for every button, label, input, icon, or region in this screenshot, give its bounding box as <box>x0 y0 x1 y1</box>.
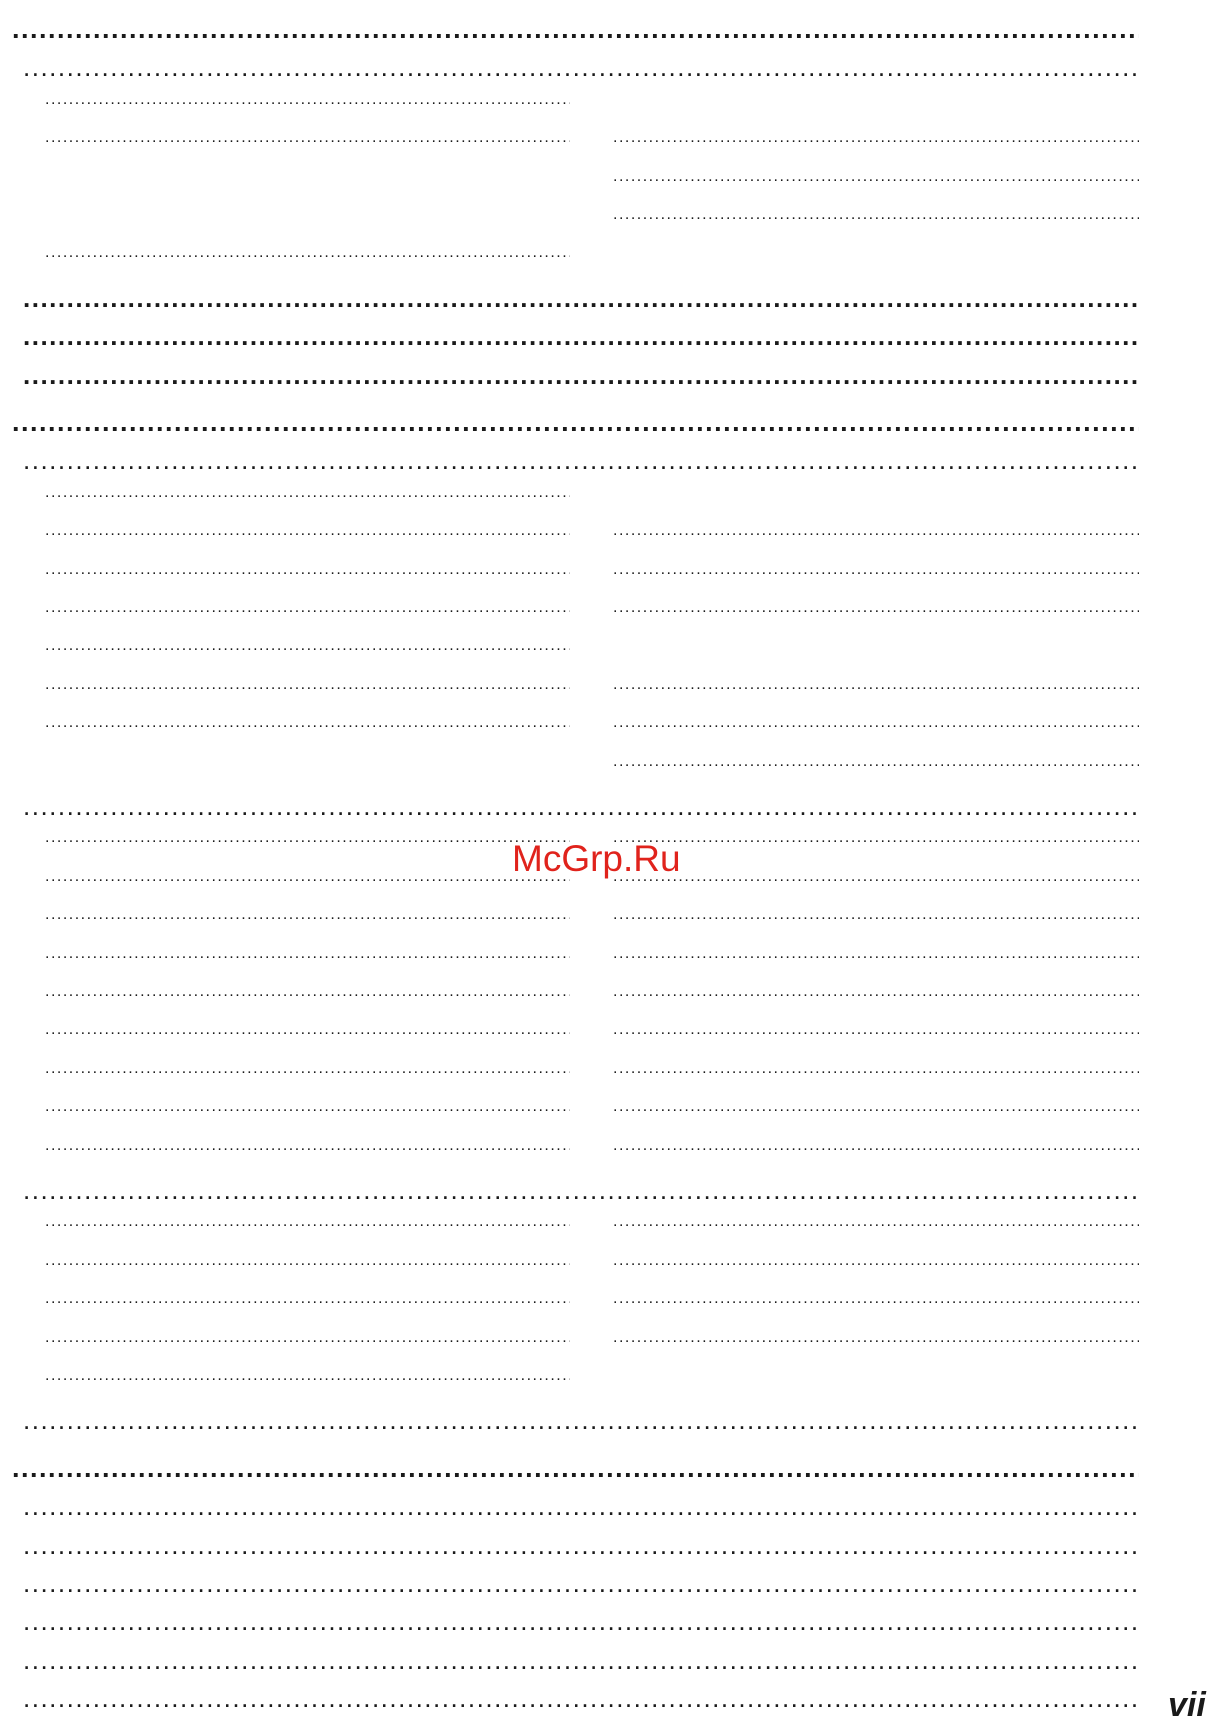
dot-leader <box>613 906 1139 924</box>
toc-item[interactable] <box>42 561 576 597</box>
toc-subsection[interactable] <box>20 1645 1145 1681</box>
toc-item[interactable] <box>610 1098 1145 1134</box>
toc-item[interactable] <box>42 1367 576 1403</box>
toc-item[interactable] <box>42 484 576 520</box>
dot-leader <box>613 168 1139 186</box>
dot-leader <box>613 1213 1139 1231</box>
toc-item[interactable] <box>610 906 1145 942</box>
toc-item[interactable] <box>42 1252 576 1288</box>
dot-leader <box>23 1175 1139 1206</box>
dot-leader <box>613 1098 1139 1116</box>
dot-leader <box>45 1060 570 1078</box>
dot-leader <box>23 1530 1139 1561</box>
dot-leader <box>45 561 570 579</box>
dot-leader <box>45 1290 570 1308</box>
dot-leader <box>45 1098 570 1116</box>
dot-leader <box>613 945 1139 963</box>
toc-item[interactable] <box>42 244 576 280</box>
toc-item[interactable] <box>610 1290 1145 1326</box>
toc-subsection[interactable] <box>20 1606 1145 1642</box>
toc-item[interactable] <box>42 676 576 712</box>
dot-leader <box>45 676 570 694</box>
toc-item[interactable] <box>42 637 576 673</box>
dot-leader <box>23 1491 1139 1522</box>
toc-item[interactable] <box>42 945 576 981</box>
dot-leader <box>613 714 1139 732</box>
dot-leader <box>23 1606 1139 1637</box>
toc-item[interactable] <box>42 868 576 904</box>
toc-item[interactable] <box>610 1137 1145 1173</box>
toc-item[interactable] <box>610 868 1145 904</box>
dot-leader <box>45 983 570 1001</box>
toc-subsection[interactable] <box>20 1175 1145 1211</box>
dot-leader <box>23 360 1139 391</box>
toc-item[interactable] <box>610 599 1145 635</box>
dot-leader <box>613 753 1139 771</box>
dot-leader <box>23 321 1139 352</box>
toc-subsection[interactable] <box>20 1405 1145 1441</box>
dot-leader <box>45 1137 570 1155</box>
dot-leader <box>613 1021 1139 1039</box>
toc-item[interactable] <box>42 129 576 165</box>
dot-leader <box>45 1367 570 1385</box>
toc-subsection[interactable] <box>20 321 1145 357</box>
toc-subsection[interactable] <box>20 445 1145 481</box>
toc-item[interactable] <box>610 129 1145 165</box>
toc-item[interactable] <box>42 1021 576 1057</box>
toc-item[interactable] <box>42 714 576 750</box>
toc-item[interactable] <box>610 561 1145 597</box>
toc-item[interactable] <box>42 91 576 127</box>
dot-leader <box>45 868 570 886</box>
dot-leader <box>613 983 1139 1001</box>
toc-item[interactable] <box>610 714 1145 750</box>
dot-leader <box>613 599 1139 617</box>
toc-item[interactable] <box>610 753 1145 789</box>
dot-leader <box>23 1645 1139 1676</box>
dot-leader <box>613 676 1139 694</box>
dot-leader <box>23 1568 1139 1599</box>
toc-subsection[interactable] <box>20 1491 1145 1527</box>
dot-leader <box>613 129 1139 147</box>
dot-leader <box>45 945 570 963</box>
toc-item[interactable] <box>610 1329 1145 1365</box>
dot-leader <box>45 637 570 655</box>
toc-section[interactable] <box>9 14 1145 50</box>
toc-item[interactable] <box>610 1252 1145 1288</box>
toc-item[interactable] <box>610 1060 1145 1096</box>
toc-subsection[interactable] <box>20 1530 1145 1566</box>
dot-leader <box>23 1405 1139 1436</box>
toc-section[interactable] <box>9 1453 1145 1489</box>
toc-item[interactable] <box>610 945 1145 981</box>
toc-item[interactable] <box>610 168 1145 204</box>
dot-leader <box>12 1453 1139 1484</box>
dot-leader <box>45 599 570 617</box>
toc-item[interactable] <box>42 599 576 635</box>
dot-leader <box>613 1290 1139 1308</box>
toc-item[interactable] <box>42 1060 576 1096</box>
toc-item[interactable] <box>610 983 1145 1019</box>
toc-item[interactable] <box>42 522 576 558</box>
toc-section[interactable] <box>9 407 1145 443</box>
dot-leader <box>45 1021 570 1039</box>
toc-item[interactable] <box>42 906 576 942</box>
toc-subsection[interactable] <box>20 283 1145 319</box>
toc-item[interactable] <box>610 829 1145 865</box>
dot-leader <box>45 522 570 540</box>
dot-leader <box>613 1137 1139 1155</box>
toc-item[interactable] <box>42 1137 576 1173</box>
dot-leader <box>23 791 1139 822</box>
toc-item[interactable] <box>610 206 1145 242</box>
toc-item[interactable] <box>42 1329 576 1365</box>
dot-leader <box>45 244 570 262</box>
toc-subsection[interactable] <box>20 1568 1145 1604</box>
toc-item[interactable] <box>610 1021 1145 1057</box>
page-number: vii <box>1168 1686 1206 1724</box>
dot-leader <box>45 906 570 924</box>
dot-leader <box>23 52 1139 83</box>
toc-subsection[interactable] <box>20 1683 1145 1719</box>
toc-subsection[interactable] <box>20 791 1145 827</box>
dot-leader <box>45 714 570 732</box>
dot-leader <box>12 14 1139 45</box>
watermark: McGrp.Ru <box>512 838 681 879</box>
toc-item[interactable] <box>42 1098 576 1134</box>
dot-leader <box>23 445 1139 476</box>
toc-subsection[interactable] <box>20 52 1145 88</box>
toc-subsection[interactable] <box>20 360 1145 396</box>
dot-leader <box>45 91 570 109</box>
dot-leader <box>613 1060 1139 1078</box>
dot-leader <box>613 829 1139 847</box>
dot-leader <box>45 484 570 502</box>
dot-leader <box>12 407 1139 438</box>
dot-leader <box>45 829 570 847</box>
dot-leader <box>45 129 570 147</box>
dot-leader <box>45 1213 570 1231</box>
dot-leader <box>45 1252 570 1270</box>
toc-item[interactable] <box>610 522 1145 558</box>
toc-item[interactable] <box>610 676 1145 712</box>
dot-leader <box>613 868 1139 886</box>
dot-leader <box>613 561 1139 579</box>
dot-leader <box>613 1329 1139 1347</box>
dot-leader <box>613 1252 1139 1270</box>
toc-item[interactable] <box>42 1290 576 1326</box>
dot-leader <box>23 283 1139 314</box>
toc-item[interactable] <box>42 1213 576 1249</box>
dot-leader <box>613 206 1139 224</box>
dot-leader <box>23 1683 1139 1714</box>
toc-item[interactable] <box>610 1213 1145 1249</box>
toc-item[interactable] <box>42 983 576 1019</box>
toc-item[interactable] <box>42 829 576 865</box>
dot-leader <box>45 1329 570 1347</box>
dot-leader <box>613 522 1139 540</box>
